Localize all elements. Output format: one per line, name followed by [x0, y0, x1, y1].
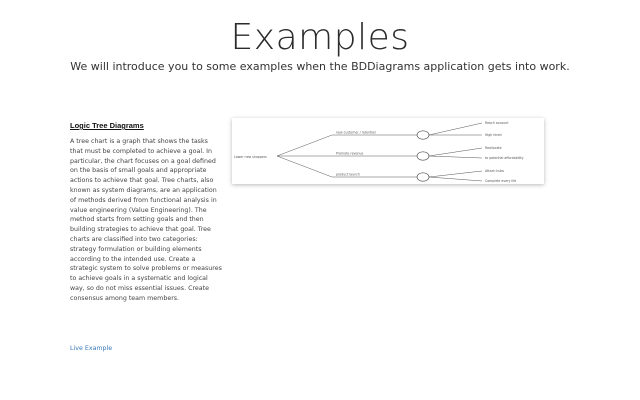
leaf-label-1a: Reach account — [485, 121, 509, 125]
edge-leaf-3a — [429, 171, 482, 177]
section-title: Logic Tree Diagrams — [70, 121, 144, 130]
branch-label-1: new customer / retention — [336, 130, 377, 135]
leaf-label-3a: Attach hubs — [485, 169, 505, 173]
edge-leaf-3b — [429, 177, 482, 181]
page-subtitle: We will introduce you to some examples when the BDDiagrams application gets into work. — [70, 60, 570, 73]
leaf-label-2a: Reallocate — [485, 146, 502, 150]
logic-tree-diagram — [232, 118, 544, 184]
diagram-edges — [277, 123, 482, 181]
edge-leaf-1a — [429, 123, 482, 135]
leaf-label-3b: Complete every life — [485, 179, 517, 183]
diagram-nodes — [417, 131, 429, 181]
leaf-label-1b: High hired — [485, 133, 502, 137]
edge-root-branch-1 — [277, 135, 332, 156]
logic-tree-diagram-preview[interactable] — [232, 118, 544, 184]
branch-label-2: Promote revenue — [336, 151, 364, 156]
live-example-link[interactable]: Live Example — [70, 345, 113, 352]
page-title: Examples — [230, 17, 410, 58]
edge-leaf-2b — [429, 156, 482, 158]
section-description: A tree chart is a graph that shows the tasks that must be completed to achieve a goal. In particular, the chart focuses on a goal defined on the basis of small goals and appropriate actions to achieve that goal. Tree charts, also known as system diagrams, are an application of methods derived from functional analysis in value engineering (Value Engineering). The method starts from setting goals and then building strategies to achieve that goal. Tree charts are classified into two categories: strategy formulation or building elements according to the intended use. Create a strategic system to solve problems or measures to achieve goals in a systematic and logical way, so do not miss essential issues. Create consensus among team members. — [70, 138, 222, 302]
branch-label-3: product launch — [336, 172, 360, 177]
root-label: Lower new shoppers — [234, 155, 267, 159]
edge-root-branch-3 — [277, 156, 332, 177]
decision-node-3 — [417, 173, 429, 181]
decision-node-2 — [417, 152, 429, 160]
edge-leaf-2a — [429, 148, 482, 156]
leaf-label-2b: to potential affordability — [485, 156, 524, 160]
decision-node-1 — [417, 131, 429, 139]
